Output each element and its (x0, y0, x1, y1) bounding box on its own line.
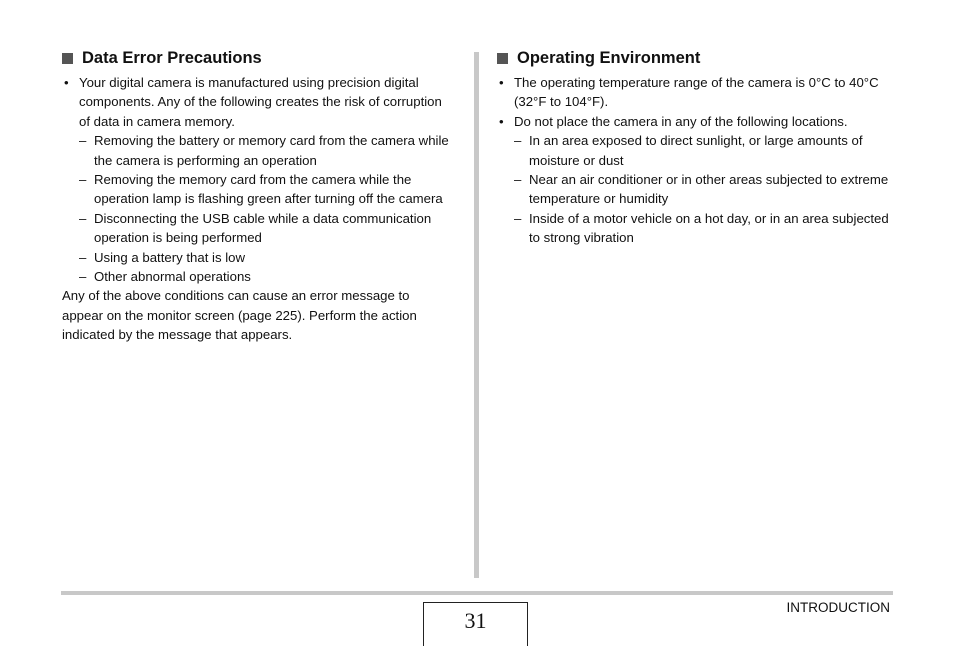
body-paragraph: Any of the above conditions can cause an error message to appear on the monitor screen (page 225). Perform the action indicated by the message that appears. (62, 288, 417, 343)
square-bullet-icon (497, 53, 508, 64)
dash-text: Inside of a motor vehicle on a hot day, or in an area subjected to strong vibration (529, 210, 889, 246)
dash-text: Other abnormal operations (94, 269, 251, 285)
page-number-box (423, 602, 528, 646)
bullet-item (62, 73, 454, 131)
bullet-text: The operating temperature range of the camera is 0°C to 40°C (32°F to 104°F). (514, 75, 879, 110)
dash-text: Removing the memory card from the camera while the operation lamp is flashing green after turning off the camera (94, 172, 443, 207)
bullet-item (497, 112, 897, 131)
dash-icon: – (514, 210, 522, 226)
heading-text: Data Error Precautions (82, 48, 262, 67)
section-heading (497, 48, 897, 68)
dash-text: Using a battery that is low (94, 249, 245, 265)
dash-text: In an area exposed to direct sunlight, or large amounts of moisture or dust (529, 133, 863, 168)
section-label: INTRODUCTION (786, 600, 890, 615)
bullet-dot-icon: • (499, 113, 504, 129)
dash-item (62, 267, 454, 286)
dash-text: Near an air conditioner or in other areas subjected to extreme temperature or humidity (529, 172, 889, 207)
right-column (497, 48, 897, 248)
dash-item (497, 209, 897, 248)
bullet-text: Do not place the camera in any of the following locations. (514, 113, 848, 129)
dash-text: Removing the battery or memory card from the camera while the camera is performing an operation (94, 133, 449, 168)
column-divider (474, 52, 479, 578)
dash-icon: – (514, 133, 522, 149)
bullet-dot-icon: • (64, 75, 69, 90)
dash-text: Disconnecting the USB cable while a data communication operation is being performed (94, 210, 432, 246)
section-heading (62, 48, 454, 68)
bullet-text: Your digital camera is manufactured using precision digital components. Any of the following creates the risk of corruption of data in camera memory. (79, 75, 442, 129)
dash-icon: – (514, 172, 522, 188)
dash-icon: – (79, 210, 87, 226)
dash-item (62, 248, 454, 267)
dash-icon: – (79, 269, 87, 285)
left-column (62, 48, 454, 345)
dash-icon: – (79, 249, 87, 265)
bullet-dot-icon: • (499, 75, 504, 90)
page-number: 31 (464, 608, 487, 633)
square-bullet-icon (62, 53, 73, 64)
footer-rule (61, 591, 893, 595)
bullet-item (497, 73, 897, 112)
heading-text: Operating Environment (517, 48, 701, 67)
dash-icon: – (79, 172, 87, 188)
dash-item (62, 170, 454, 209)
dash-item (497, 170, 897, 209)
dash-item (497, 131, 897, 170)
dash-item (62, 209, 454, 248)
dash-item (62, 131, 454, 170)
dash-icon: – (79, 133, 87, 149)
